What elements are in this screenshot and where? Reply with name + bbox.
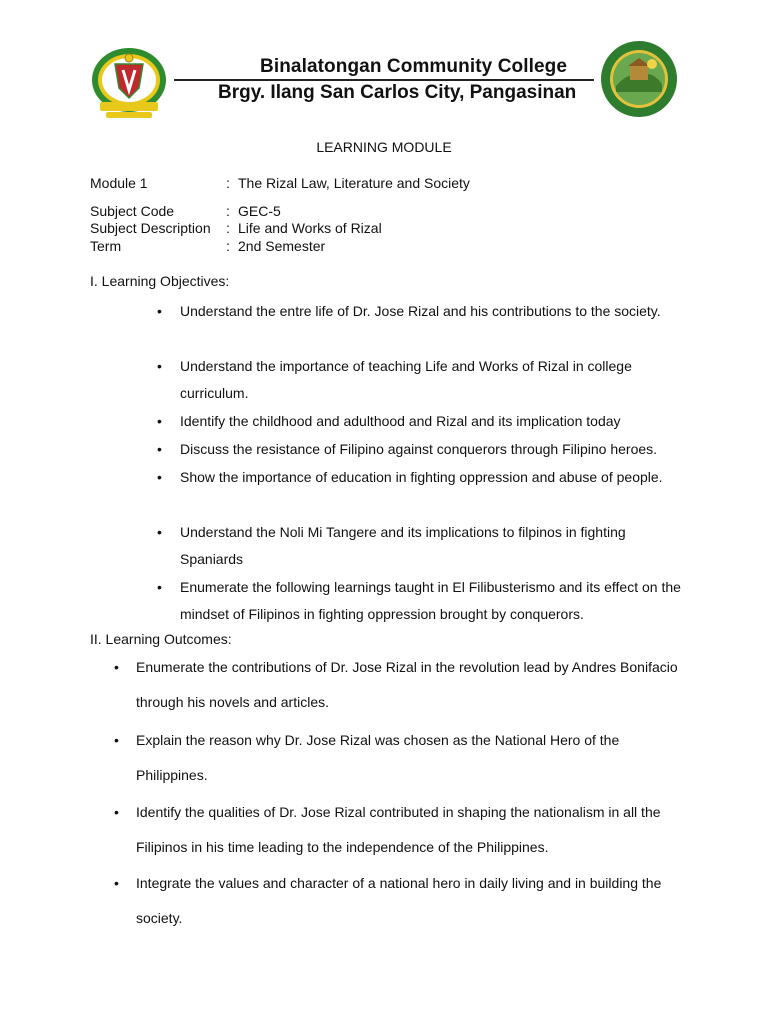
objective-text: Enumerate the following learnings taught in El Filibusterismo and its effect on the mindset of Filipinos in fighting oppression brought by conquerors. xyxy=(180,579,681,622)
bullet: • xyxy=(114,732,119,748)
objective-text: Discuss the resistance of Filipino against conquerors through Filipino heroes. xyxy=(180,441,658,457)
colon: : xyxy=(226,238,230,254)
outcome-text: Explain the reason why Dr. Jose Rizal was chosen as the National Hero of the Philippines. xyxy=(136,732,620,783)
college-name: Binalatongan Community College xyxy=(260,56,568,77)
outcome-text: Enumerate the contributions of Dr. Jose Rizal in the revolution lead by Andres Bonifacio through his novels and articles. xyxy=(136,659,678,710)
bullet: • xyxy=(157,413,162,429)
city-seal-logo xyxy=(600,40,678,118)
objective-text: Understand the importance of teaching Life and Works of Rizal in college curriculum. xyxy=(180,358,632,401)
term-value: 2nd Semester xyxy=(238,238,326,254)
subject-description-value: Life and Works of Rizal xyxy=(238,220,382,236)
document-title: LEARNING MODULE xyxy=(316,139,452,155)
bullet: • xyxy=(114,659,119,675)
header-rule xyxy=(174,79,594,81)
college-seal-logo xyxy=(90,46,168,122)
outcomes-heading: II. Learning Outcomes: xyxy=(90,631,232,647)
subject-description-label: Subject Description xyxy=(90,220,211,236)
module-label: Module 1 xyxy=(90,175,148,191)
objective-text: Identify the childhood and adulthood and Rizal and its implication today xyxy=(180,413,621,429)
bullet: • xyxy=(114,875,119,891)
colon: : xyxy=(226,203,230,219)
outcome-text: Identify the qualities of Dr. Jose Rizal contributed in shaping the nationalism in all the Filipinos in his time leading to the independence of the Philippines. xyxy=(136,804,661,855)
objective-text: Understand the entre life of Dr. Jose Rizal and his contributions to the society. xyxy=(180,303,661,319)
objectives-heading: I. Learning Objectives: xyxy=(90,273,230,289)
term-label: Term xyxy=(90,238,122,254)
objective-text: Understand the Noli Mi Tangere and its implications to filpinos in fighting Spaniards xyxy=(180,524,626,567)
module-value: The Rizal Law, Literature and Society xyxy=(238,175,470,191)
bullet: • xyxy=(157,358,162,374)
letterhead xyxy=(0,0,768,128)
bullet: • xyxy=(114,804,119,820)
bullet: • xyxy=(157,524,162,540)
outcome-text: Integrate the values and character of a national hero in daily living and in building the society. xyxy=(136,875,662,926)
college-address: Brgy. Ilang San Carlos City, Pangasinan xyxy=(218,82,577,103)
colon: : xyxy=(226,175,230,191)
subject-code-label: Subject Code xyxy=(90,203,175,219)
subject-code-value: GEC-5 xyxy=(238,203,281,219)
colon: : xyxy=(226,220,230,236)
bullet: • xyxy=(157,303,162,319)
bullet: • xyxy=(157,441,162,457)
objective-text: Show the importance of education in fighting oppression and abuse of people. xyxy=(180,469,663,485)
bullet: • xyxy=(157,579,162,595)
bullet: • xyxy=(157,469,162,485)
